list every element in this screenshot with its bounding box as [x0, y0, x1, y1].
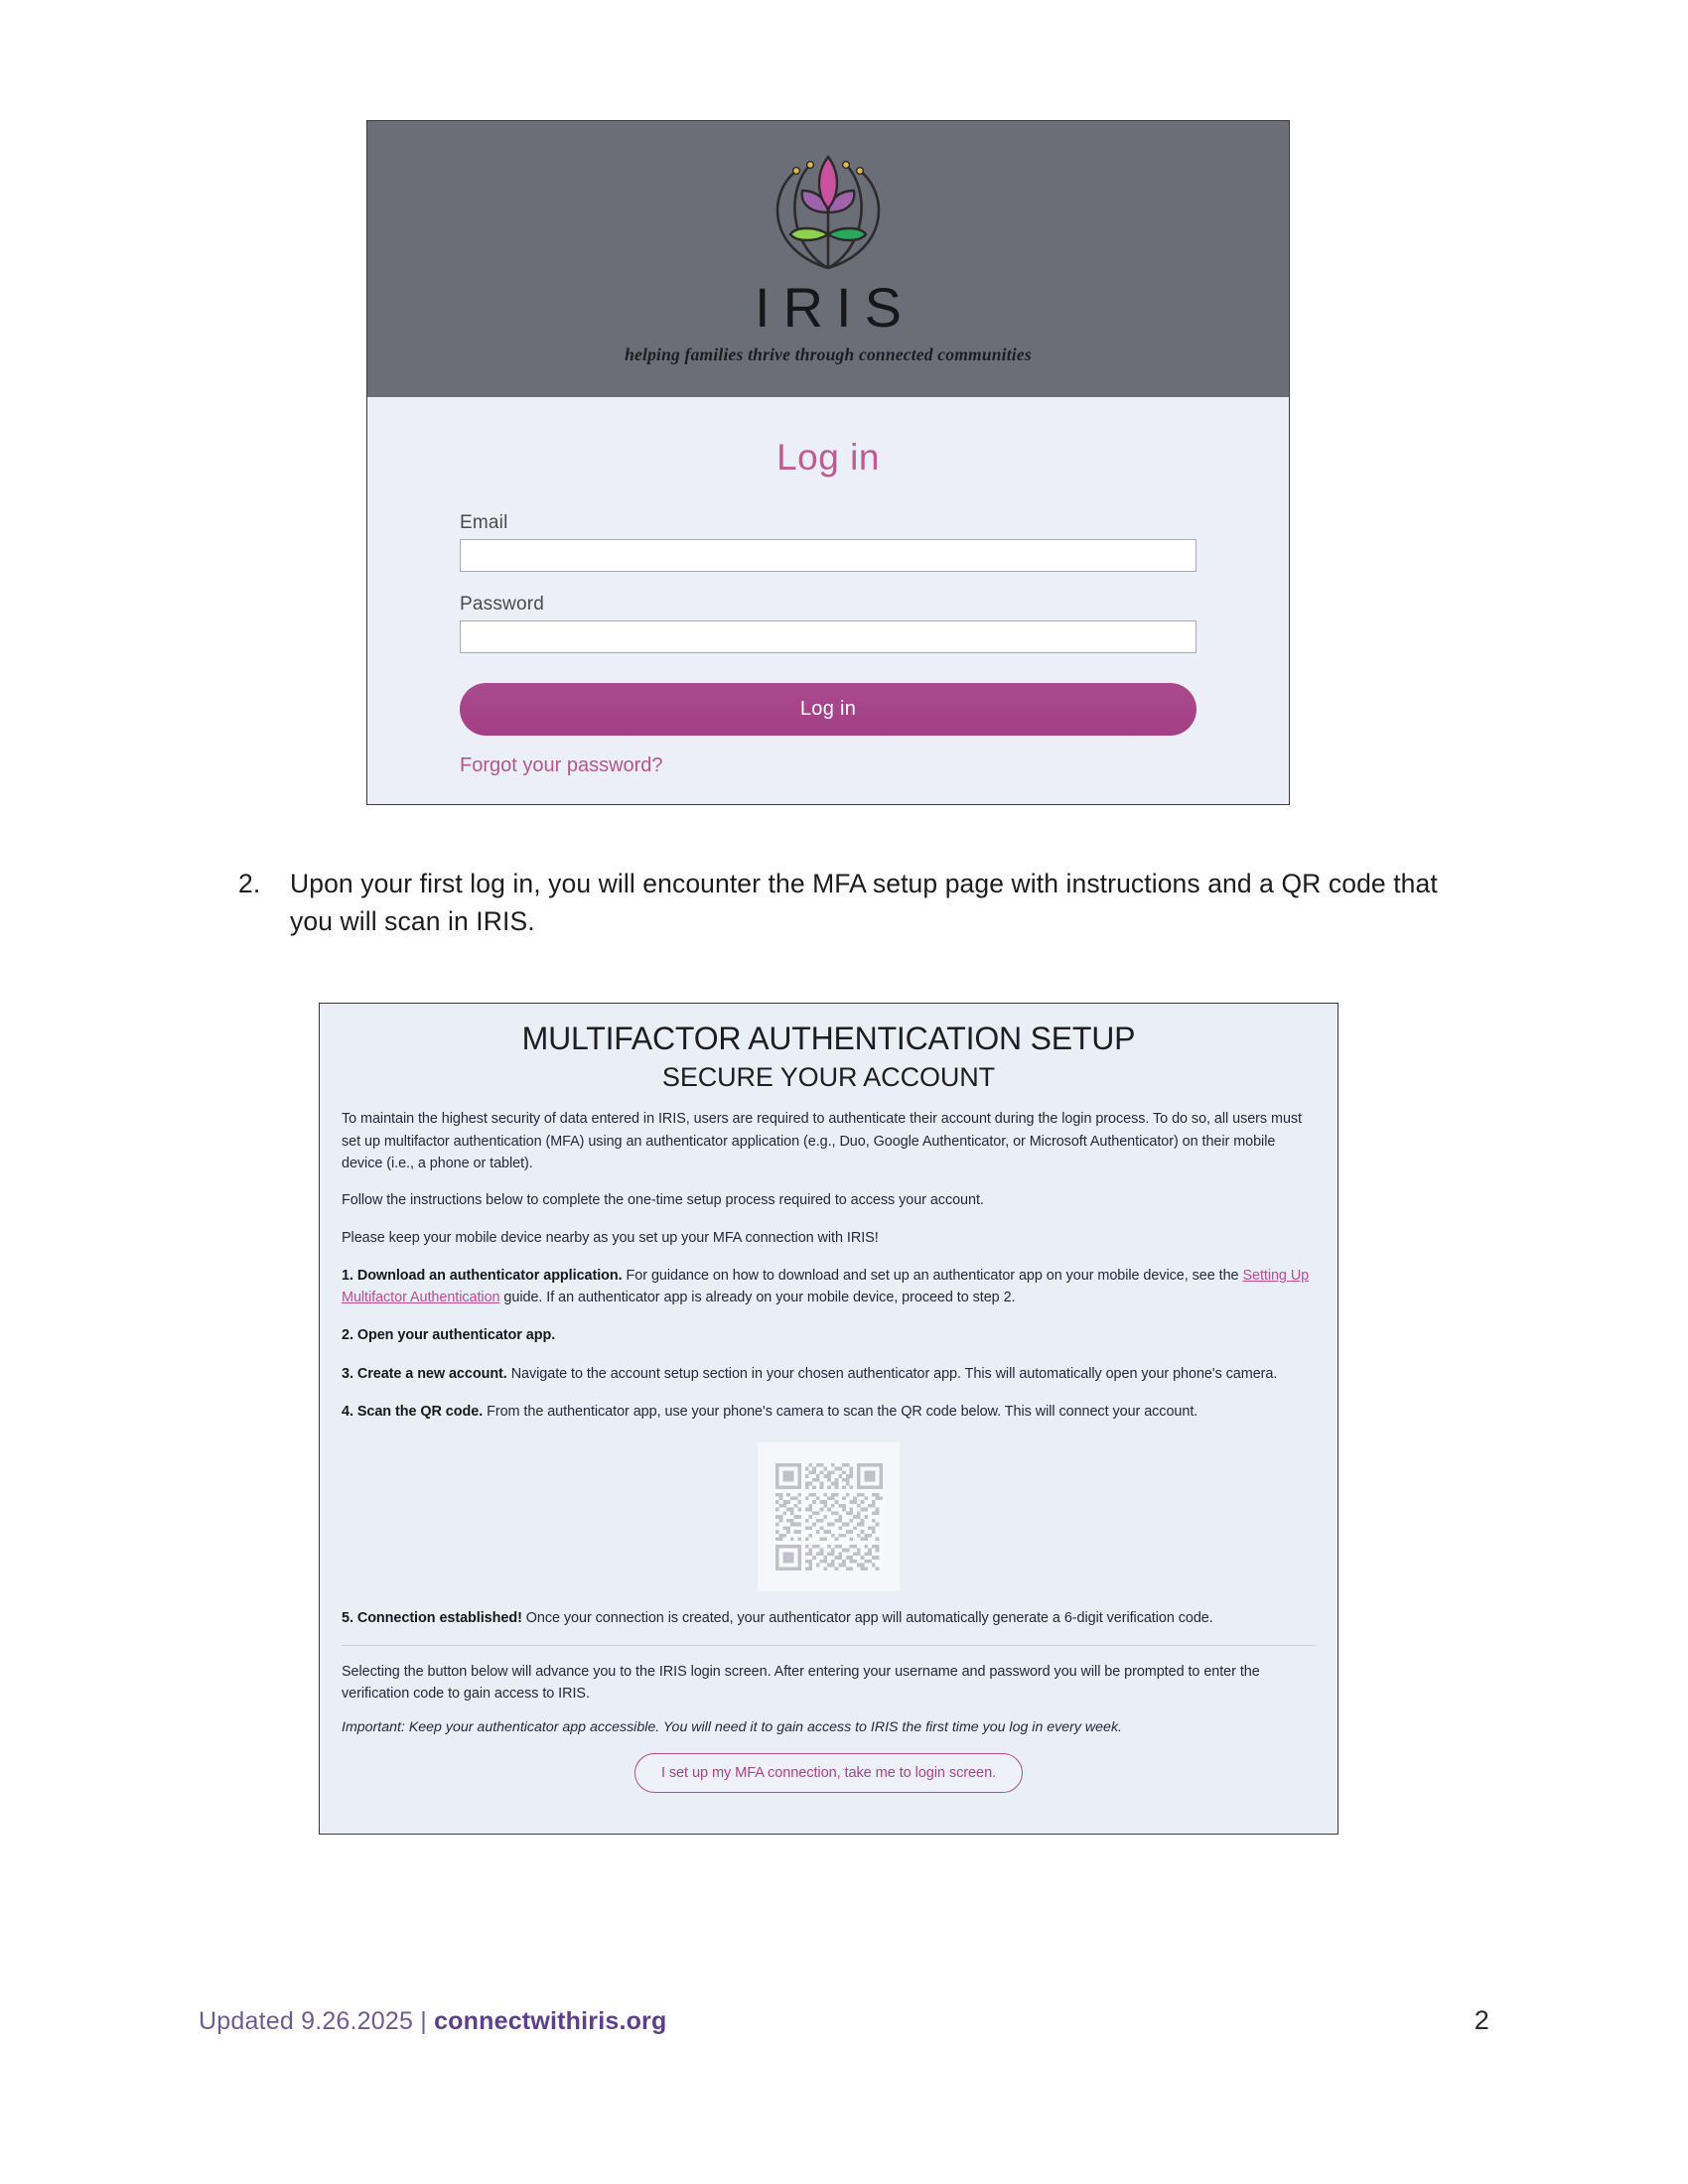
- setting-up-mfa-guide-link[interactable]: Setting Up Multifactor Authentication: [342, 1267, 1310, 1306]
- mfa-closing-paragraph: Selecting the button below will advance you to the IRIS login screen. After entering your username and password you will be prompted to enter the verification code to gain access to IRIS.: [342, 1663, 1260, 1703]
- mfa-login-screen-button[interactable]: I set up my MFA connection, take me to login screen.: [634, 1753, 1023, 1793]
- qr-code-area: [342, 1442, 1316, 1591]
- qr-code-icon: [775, 1463, 883, 1570]
- iris-logo: [367, 147, 1289, 365]
- mfa-step-3-label: 3. Create a new account.: [342, 1365, 507, 1382]
- email-field-group: [460, 512, 1196, 572]
- mfa-step-4-text: From the authenticator app, use your phone's camera to scan the QR code below. This will connect your account.: [483, 1404, 1198, 1421]
- mfa-step-3-text: Navigate to the account setup section in your chosen authenticator app. This will automatically open your phone's camera.: [506, 1365, 1278, 1382]
- mfa-heading: MULTIFACTOR AUTHENTICATION SETUP: [521, 1021, 1136, 1056]
- password-label: Password: [460, 594, 545, 614]
- mfa-step-1: [342, 1265, 1316, 1309]
- instruction-number: 2.: [238, 869, 261, 898]
- qr-code-card: [758, 1442, 900, 1591]
- mfa-setup-screenshot-figure: [319, 1003, 1338, 1835]
- page-number: 2: [1474, 2005, 1489, 2035]
- mfa-step-5: [342, 1607, 1316, 1629]
- password-field-group: [460, 594, 1196, 653]
- mfa-important-note: Important: Keep your authenticator app accessible. You will need it to gain access to IRIS the first time you log in every week.: [342, 1719, 1122, 1736]
- mfa-divider: [342, 1645, 1316, 1646]
- footer-updated-text: Updated 9.26.2025 |: [199, 2007, 435, 2035]
- mfa-step-5-text: Once your connection is created, your authenticator app will automatically generate a 6-digit verification code.: [521, 1610, 1213, 1627]
- login-button[interactable]: Log in: [460, 683, 1196, 736]
- brand-wordmark: IRIS: [755, 276, 914, 339]
- mfa-follow-paragraph: Follow the instructions below to complete the one-time setup process required to access your account.: [342, 1192, 984, 1209]
- mfa-subheading: SECURE YOUR ACCOUNT: [661, 1062, 996, 1093]
- mfa-cta-area: [342, 1753, 1316, 1793]
- mfa-step-1-label: 1. Download an authenticator application.: [342, 1267, 623, 1284]
- brand-tagline: helping families thrive through connected communities: [625, 344, 1032, 364]
- page-footer: [199, 2005, 1489, 2036]
- mfa-step-4: [342, 1401, 1316, 1423]
- login-header-band: [367, 121, 1289, 397]
- login-form-panel: [367, 397, 1289, 804]
- email-input[interactable]: [460, 539, 1196, 572]
- footer-left: [199, 2007, 666, 2036]
- iris-flower-logo-icon: [745, 147, 912, 286]
- mfa-intro-paragraph: To maintain the highest security of data entered in IRIS, users are required to authenticate their account during the login process. To do so, all users must set up multifactor authentication (MFA) using an authenticator application (e.g., Duo, Google Authenticator, or Microsoft Authenticator) on their mobile device (i.e., a phone or tablet).: [342, 1111, 1302, 1171]
- mfa-keep-device-paragraph: Please keep your mobile device nearby as you set up your MFA connection with IRIS!: [342, 1229, 879, 1246]
- mfa-step-3: [342, 1363, 1316, 1385]
- mfa-step-5-label: 5. Connection established!: [342, 1610, 522, 1627]
- mfa-step-4-label: 4. Scan the QR code.: [342, 1404, 484, 1421]
- mfa-step-1-text-before: For guidance on how to download and set up an authenticator app on your mobile device, see the: [622, 1267, 1243, 1284]
- password-input[interactable]: [460, 620, 1196, 653]
- mfa-step-1-text-after: guide. If an authenticator app is already on your mobile device, proceed to step 2.: [499, 1290, 1016, 1306]
- login-title: Log in: [776, 437, 880, 478]
- login-screenshot-figure: [366, 120, 1290, 805]
- instruction-item-2: [238, 866, 1460, 940]
- mfa-step-2: [342, 1324, 1316, 1346]
- email-label: Email: [460, 512, 508, 533]
- forgot-password-link[interactable]: Forgot your password?: [460, 754, 663, 776]
- mfa-step-2-label: 2. Open your authenticator app.: [342, 1327, 556, 1344]
- footer-site-link[interactable]: connectwithiris.org: [434, 2007, 667, 2035]
- instruction-text: Upon your first log in, you will encounter the MFA setup page with instructions and a QR code that you will scan in IRIS.: [290, 869, 1438, 936]
